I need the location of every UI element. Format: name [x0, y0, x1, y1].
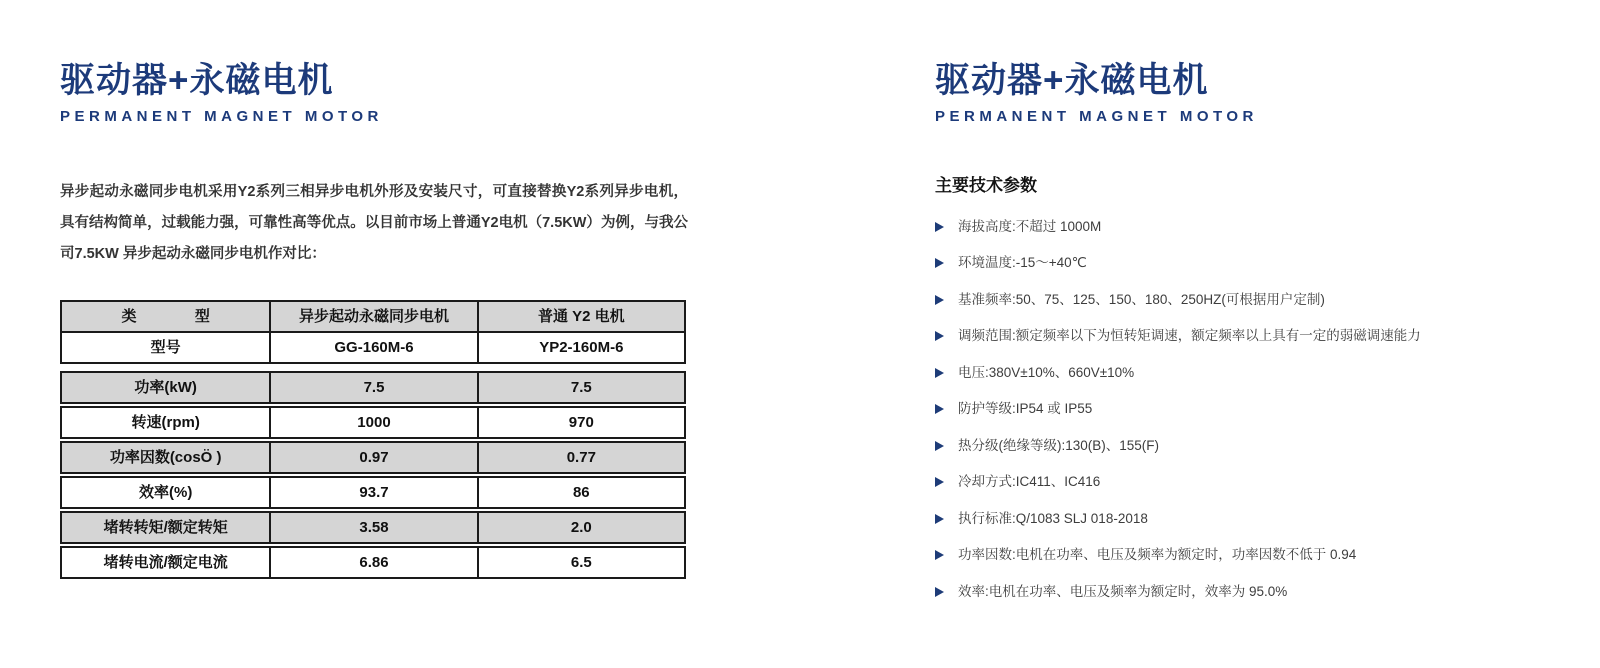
- spec-text: 执行标准:Q/1083 SLJ 018-2018: [958, 510, 1148, 526]
- triangle-bullet-icon: [935, 404, 944, 414]
- spec-text: 功率因数:电机在功率、电压及频率为额定时，功率因数不低于 0.94: [958, 547, 1357, 562]
- spec-item-altitude: [935, 218, 1583, 236]
- tech-params-list: [935, 218, 1583, 601]
- table-row-power: [60, 371, 686, 404]
- row-value-y2: 6.5: [477, 548, 684, 577]
- right-page-subtitle: PERMANENT MAGNET MOTOR: [935, 107, 1258, 125]
- row-value-y2: 0.77: [477, 443, 684, 472]
- row-value-pm: 1000: [269, 408, 476, 437]
- table-header-row: [60, 300, 686, 333]
- tech-params-heading: 主要技术参数: [935, 175, 1037, 195]
- spec-item-power-factor: [935, 546, 1583, 564]
- spec-text: 电压:380V±10%、660V±10%: [958, 364, 1135, 380]
- spec-text: 热分级(绝缘等级):130(B)、155(F): [958, 437, 1160, 453]
- triangle-bullet-icon: [935, 587, 944, 597]
- spec-item-thermal-class: [935, 437, 1583, 455]
- spec-item-protection-class: [935, 400, 1583, 418]
- spec-text: 冷却方式:IC411、IC416: [958, 474, 1101, 489]
- row-value-y2: YP2-160M-6: [477, 333, 684, 362]
- table-header-type: 类 型: [121, 307, 210, 325]
- row-value-pm: 3.58: [269, 513, 476, 542]
- row-value-pm: 93.7: [269, 478, 476, 507]
- spec-item-standard: [935, 510, 1583, 528]
- row-value-y2: 2.0: [477, 513, 684, 542]
- left-page-column: [60, 62, 688, 579]
- table-header-pm-motor: 异步起动永磁同步电机: [269, 302, 476, 331]
- row-label: 型号: [150, 338, 181, 356]
- row-value-pm: 7.5: [269, 373, 476, 402]
- spec-item-voltage: [935, 364, 1583, 382]
- table-row-locked-torque: [60, 511, 686, 544]
- triangle-bullet-icon: [935, 295, 944, 305]
- row-value-y2: 7.5: [477, 373, 684, 402]
- spec-text: 效率:电机在功率、电压及频率为额定时，效率为 95.0%: [958, 583, 1288, 599]
- spec-text: 调频范围:额定频率以下为恒转矩调速，额定频率以上具有一定的弱磁调速能力: [958, 328, 1421, 343]
- table-row-power-factor: [60, 441, 686, 474]
- row-label: 效率(%): [139, 483, 193, 501]
- spec-text: 防护等级:IP54 或 IP55: [958, 401, 1093, 416]
- table-row-speed: [60, 406, 686, 439]
- row-value-pm: GG-160M-6: [269, 333, 476, 362]
- triangle-bullet-icon: [935, 222, 944, 232]
- row-value-pm: 0.97: [269, 443, 476, 472]
- triangle-bullet-icon: [935, 477, 944, 487]
- intro-paragraph: 异步起动永磁同步电机采用Y2系列三相异步电机外形及安装尺寸，可直接替换Y2系列异步电机，具有结构简单，过载能力强，可靠性高等优点。以目前市场上普通Y2电机（7.5KW）为例，与我公司7.5KW 异步起动永磁同步电机作对比：: [60, 183, 688, 262]
- triangle-bullet-icon: [935, 258, 944, 268]
- spec-item-base-frequency: [935, 291, 1583, 309]
- table-row-efficiency: [60, 476, 686, 509]
- left-page-title: 驱动器+永磁电机: [60, 61, 334, 100]
- spec-text: 基准频率:50、75、125、150、180、250HZ(可根据用户定制): [958, 291, 1325, 307]
- right-page-title: 驱动器+永磁电机: [935, 61, 1209, 100]
- right-page-column: [935, 62, 1583, 619]
- row-label: 功率(kW): [134, 378, 197, 396]
- triangle-bullet-icon: [935, 550, 944, 560]
- spec-item-ambient-temp: [935, 254, 1583, 272]
- spec-text: 海拔高度:不超过 1000M: [958, 218, 1102, 234]
- row-label: 功率因数(cosÖ ): [109, 448, 222, 466]
- row-value-y2: 86: [477, 478, 684, 507]
- spec-text: 环境温度:-15～+40℃: [958, 255, 1087, 270]
- table-row-locked-current: [60, 546, 686, 579]
- triangle-bullet-icon: [935, 368, 944, 378]
- spec-item-efficiency: [935, 583, 1583, 601]
- left-page-subtitle: PERMANENT MAGNET MOTOR: [60, 107, 383, 125]
- row-label: 堵转转矩/额定转矩: [103, 518, 228, 536]
- row-label: 堵转电流/额定电流: [103, 553, 228, 571]
- spec-item-cooling: [935, 473, 1583, 491]
- row-value-pm: 6.86: [269, 548, 476, 577]
- row-label: 转速(rpm): [131, 413, 200, 431]
- triangle-bullet-icon: [935, 441, 944, 451]
- table-row-model: [60, 331, 686, 364]
- table-header-y2-motor: 普通 Y2 电机: [477, 302, 684, 331]
- triangle-bullet-icon: [935, 514, 944, 524]
- row-value-y2: 970: [477, 408, 684, 437]
- motor-comparison-table: [60, 300, 686, 579]
- triangle-bullet-icon: [935, 331, 944, 341]
- spec-item-freq-range: [935, 327, 1583, 345]
